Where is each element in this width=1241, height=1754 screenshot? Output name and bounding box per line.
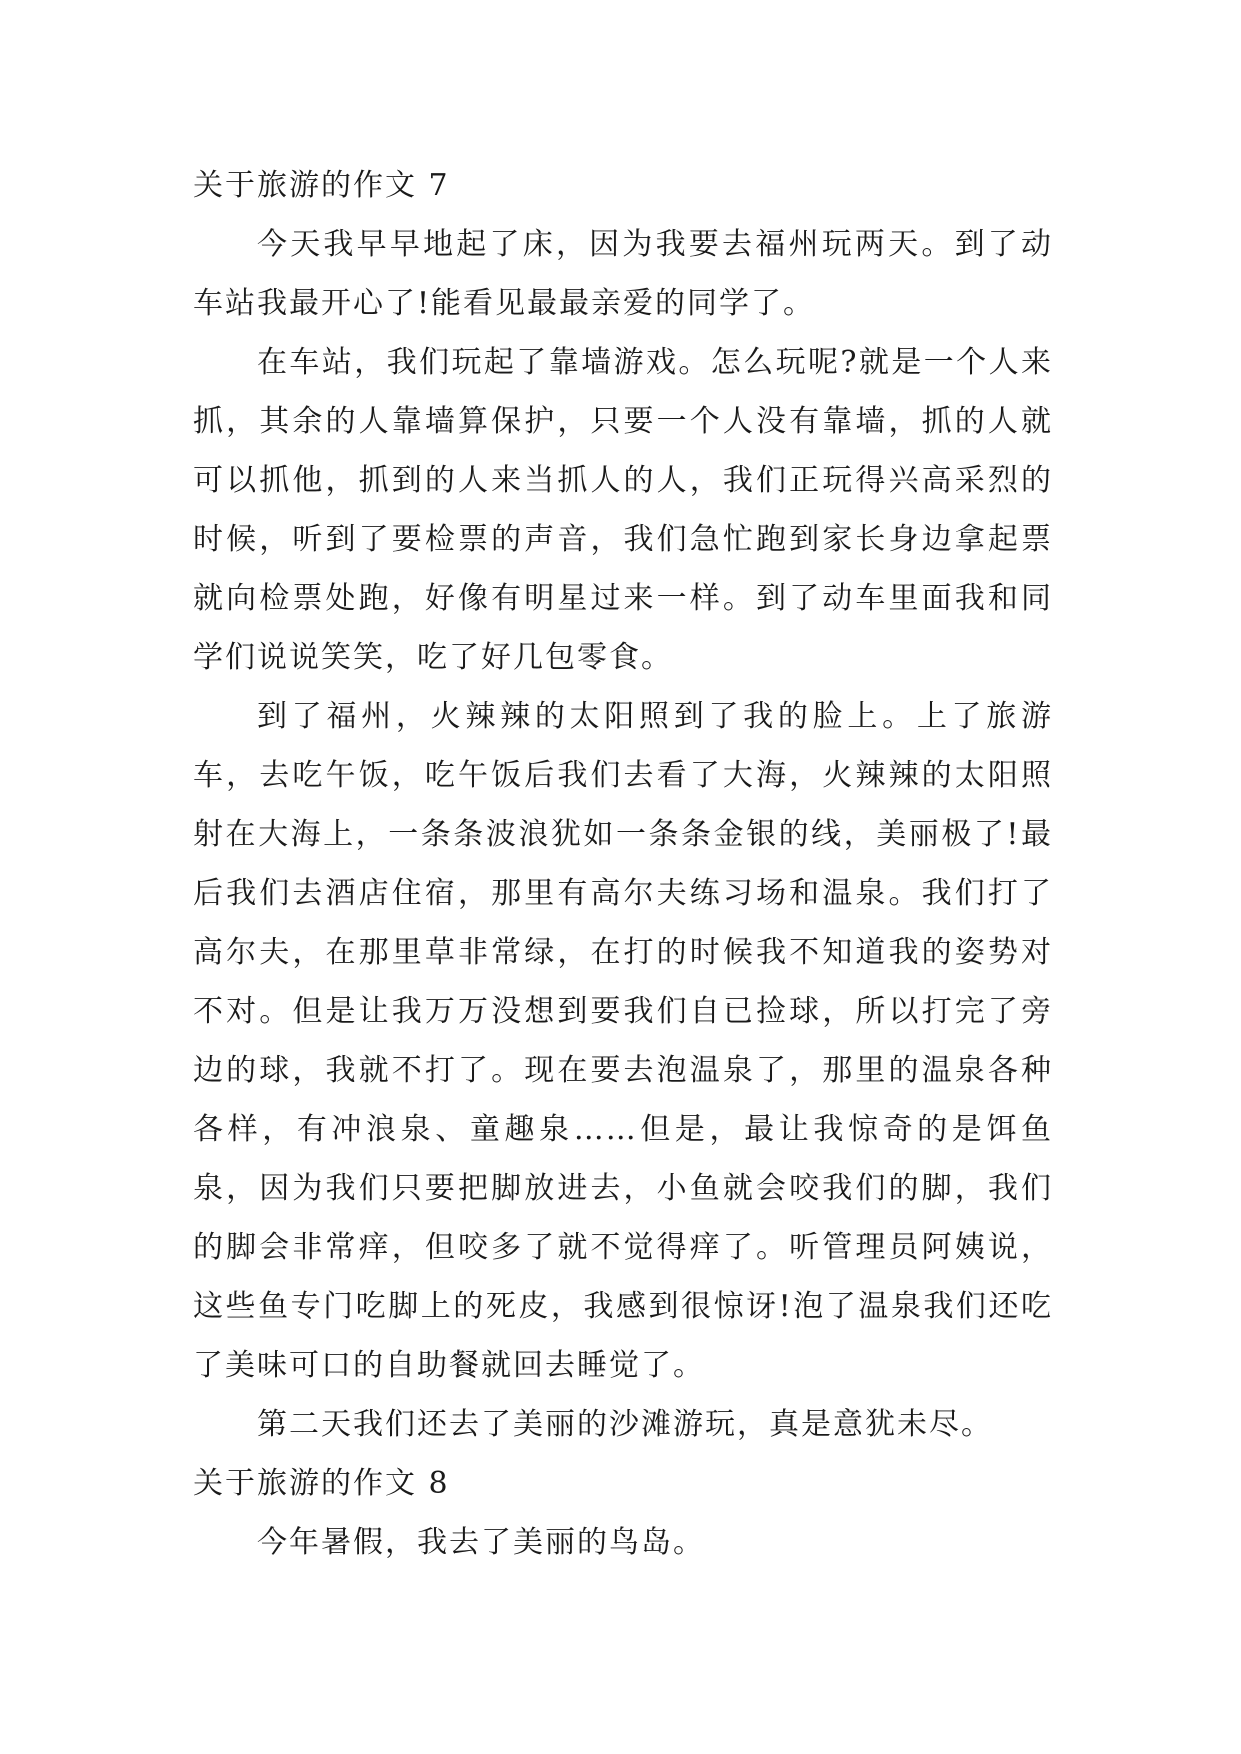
essay-title: 关于旅游的作文 7	[193, 168, 450, 203]
paragraph: 今天我早早地起了床，因为我要去福州玩两天。到了动车站我最开心了!能看见最最亲爱的同学了。	[193, 227, 1053, 321]
paragraph: 第二天我们还去了美丽的沙滩游玩，真是意犹未尽。	[257, 1407, 993, 1442]
essay-title: 关于旅游的作文 8	[193, 1466, 450, 1501]
paragraph: 在车站，我们玩起了靠墙游戏。怎么玩呢?就是一个人来抓，其余的人靠墙算保护，只要一个人没有靠墙，抓的人就可以抓他，抓到的人来当抓人的人，我们正玩得兴高采烈的时候，听到了要检票的声音，我们急忙跑到家长身边拿起票就向检票处跑，好像有明星过来一样。到了动车里面我和同学们说说笑笑，吃了好几包零食。	[193, 345, 1053, 675]
paragraph: 到了福州，火辣辣的太阳照到了我的脸上。上了旅游车，去吃午饭，吃午饭后我们去看了大海，火辣辣的太阳照射在大海上，一条条波浪犹如一条条金银的线，美丽极了!最后我们去酒店住宿，那里有高尔夫练习场和温泉。我们打了高尔夫，在那里草非常绿，在打的时候我不知道我的姿势对不对。但是让我万万没想到要我们自已捡球，所以打完了旁边的球，我就不打了。现在要去泡温泉了，那里的温泉各种各样，有冲浪泉、童趣泉……但是，最让我惊奇的是饵鱼泉，因为我们只要把脚放进去，小鱼就会咬我们的脚，我们的脚会非常痒，但咬多了就不觉得痒了。听管理员阿姨说，这些鱼专门吃脚上的死皮，我感到很惊讶!泡了温泉我们还吃了美味可口的自助餐就回去睡觉了。	[193, 699, 1053, 1383]
paragraph: 今年暑假，我去了美丽的鸟岛。	[257, 1525, 705, 1560]
document-body	[193, 156, 1053, 1572]
